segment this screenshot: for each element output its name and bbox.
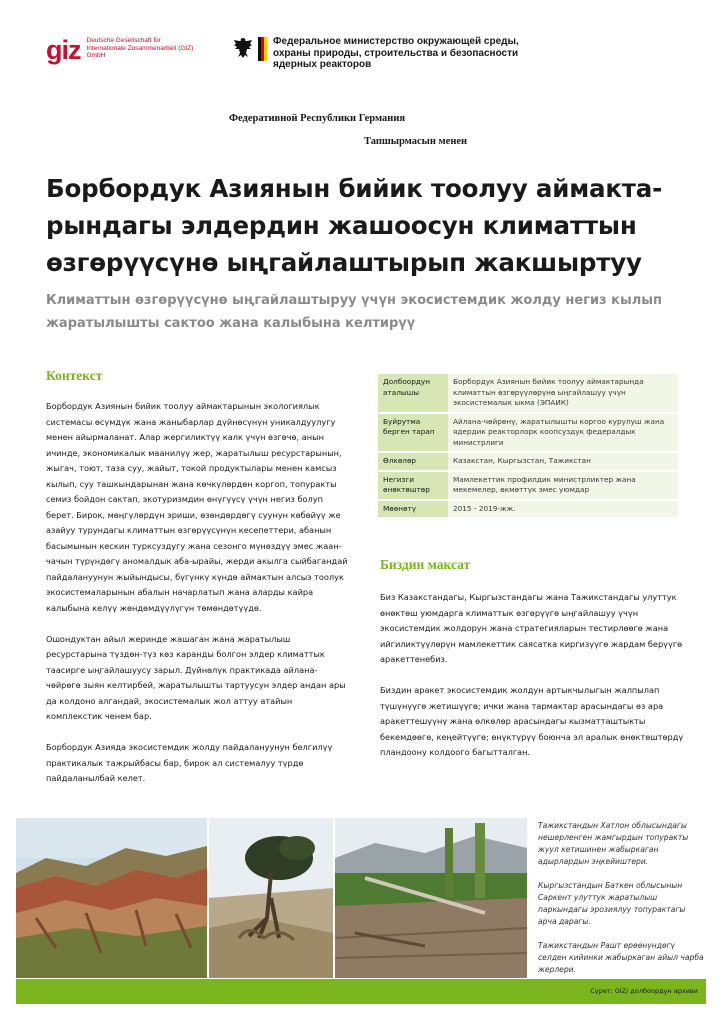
page-subtitle: Климаттын өзгөрүүсүнө ыңгайлаштыруу үчүн экосистемдик жолду негиз кылып жаратылышты сактоо жана калыбына келтирүү: [46, 293, 662, 331]
context-heading: Контекст: [46, 368, 103, 383]
table-row: [378, 414, 678, 452]
photo-captions: [538, 820, 706, 988]
on-behalf-country: Федеративной Республики Германия: [229, 113, 406, 124]
table-row: [378, 374, 678, 412]
table-row: [378, 501, 678, 518]
duration-label: Мөөнөтү: [378, 501, 448, 518]
project-name-value: Борбордук Азиянын бийик тоолуу аймактарында климаттын өзгөрүүлөрүнө ыңгайлашуу үчүн экосистемалык ыкма (ЭПАИК): [448, 374, 678, 412]
on-behalf-commission: Тапшырмасын менен: [364, 136, 468, 147]
photo-caption: Тажикстандын Рашт өрөөнүндөгү селден кийинки жабыркаган айыл чарба жерлери.: [538, 941, 704, 974]
goal-paragraph: Биздин аракет экосистемдик жолдун артыкчылыгын жалпылап түшүнүүгө жетишүүгө; ички жана тармактар арасындагы өз ара аракеттешүүнү жана өлкөлөр арасындагы кызматташтыкты бекемдөөгө, кеңейтүүгө; өнүктүрүү боюнча эл аралык өнөктөштөрдү пландоону колдоого багытталган.: [380, 685, 684, 757]
ministry-name: Федеральное министерство окружающей среды, охраны природы, строительства и безопасности ядерных реакторов: [273, 36, 519, 70]
commissioned-by-value: Айлана-чөйрөнү, жаратылышты коргоо курулуш жана ядердик реакторлорк коопсуздук федералдык министрлиги: [448, 414, 678, 452]
partners-label: Негизги өнөктөштөр: [378, 472, 448, 499]
goal-body: [380, 590, 685, 776]
table-row: [378, 453, 678, 470]
countries-value: Казакстан, Кыргызстан, Тажикстан: [448, 453, 678, 470]
duration-value: 2015 - 2019-жж.: [448, 501, 678, 518]
footer-bar: [16, 979, 706, 1004]
photo-mudflow-farmland: [335, 818, 527, 978]
photo-eroded-hills: [16, 818, 207, 978]
context-paragraph: Борбордук Азиянын бийик тоолуу аймактарынын экологиялык системасы өсүмдүк жана жаныбарлар дүйнөсүнүн уникалдуулугу менен айырмаланат. Алар жергиликтүү калк үчүн өзгөчө, анын ичинде, экономикалык маанилүү жер, жаратылыш ресурстарынын, жыгач, тоют, таза суу, жайыт, токой продуктылары менен камсыз кылып, суу ташкындарынан жана көчкүлөрдөн коргоп, топуракты семиз бойдон сактап, экотуризмдин өнүгүүсү үчүн негиз болуп берет. Бирок, мөңгүлөрдүн эриши, өзөндөрдөгү суунун көбөйүү же азайуу турундагы климаттын өзгөрүүсүнүн кесепеттери, абанын басымынын кескин турксуздугу жана сезонго мүнөздүү эмес жаан-чачын түрүндөгү аномалдык аба-ырайы, жерди акылга сыйбагандай пайдалануунун жыйындысы, бүгүнкү күндө аймактын алсыз тоолук экосистемаларынын абалын начарлатып жана аларды кайра калыбына келүү жөндөмдүүлүгүн төмөндөтүүдө.: [46, 401, 348, 613]
goal-paragraph: Биз Казакстандагы, Кыргызстандагы жана Тажикстандагы улуттук өнөктөш уюмдарга климаттык өзгөрүүгө ыңгайлашуу үчүн экосистемдик жолдорун жана стратегияларын тестирлөөгө жана ийгиликтүүлөрүн мамлекеттик саясатка киргизүүгө жардам берүүгө аракеттенебиз.: [380, 592, 683, 664]
goal-heading: Биздин максат: [380, 557, 471, 572]
page-title: Борбордук Азиянын бийик тоолуу аймакта-рындагы элдердин жашоосун климаттын өзгөрүүсүнө ыңгайлаштырып жакшыртуу: [46, 174, 663, 277]
context-paragraph: Ошондуктан айыл жеринде жашаган жана жаратылыш ресурстарына түздөн-түз көз каранды болгон элдер климаттык таасирге ыңгайлашуусу зарыл. Дүйнөлүк практикада айлана-чөйрөгө зыян келтирбей, жаратылышты тартуусун элдер андан ары да колдоно алгандай, экосистемалык жол аттуу атайын комплекстик ченем бар.: [46, 633, 346, 721]
ministry-logo: [232, 36, 533, 71]
photo-juniper-tree: [209, 818, 333, 978]
countries-label: Өлкөлөр: [378, 453, 448, 470]
project-info-table: [378, 372, 678, 519]
context-paragraph: Борбордук Азияда экосистемдик жолду пайдалануунун белгилүү практикалык тажрыйбасы бар, бирок ал системалуу түрдө пайдаланылбай келет.: [46, 742, 333, 783]
giz-logo-mark: giz: [46, 35, 81, 65]
flag-bar: [258, 37, 267, 61]
context-body: [46, 399, 351, 802]
giz-org-name: Deutsche Gesellschaft für Internationale Zusammenarbeit (GIZ) GmbH: [86, 37, 194, 59]
photo-caption: Кыргызстандын Баткен облысынын Саркент улуттук жаратылыш паркындагы эрозиялуу топурактагы арча дарагы.: [538, 881, 686, 926]
partners-value: Мамлекеттик профилдик министрликтер жана мекемелер, өкмөттүк эмес уюмдар: [448, 472, 678, 499]
photo-caption: Тажикстандын Хатлон облысындагы нешерленген жамгырдын топуракты жуул кетишинен жабыркаган адырлардын эңкейиштери.: [538, 821, 689, 866]
photo-credit: Сүрөт: GIZ/ долбоордун архиви: [590, 987, 698, 995]
giz-logo: [46, 37, 197, 63]
commissioned-by-label: Буйрутма берген тарап: [378, 414, 448, 452]
table-row: [378, 472, 678, 499]
project-name-label: Долбоордун аталышы: [378, 374, 448, 412]
german-eagle-icon: [232, 36, 254, 60]
